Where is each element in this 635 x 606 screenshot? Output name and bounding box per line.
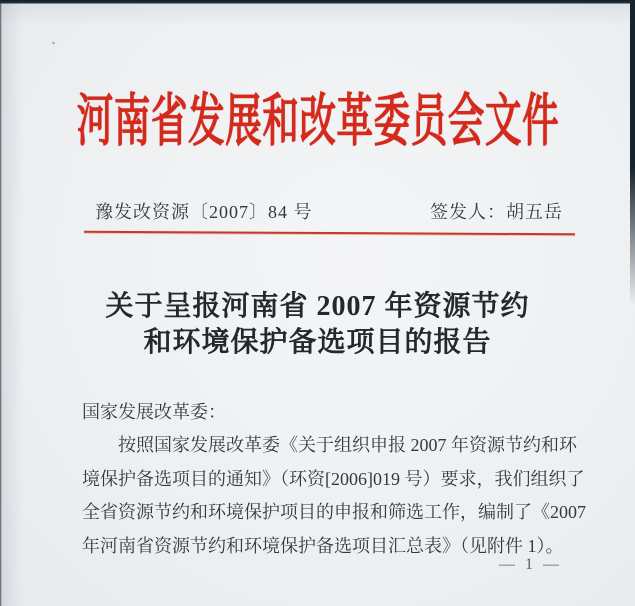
issuer bbox=[430, 198, 563, 224]
document-title-line-1: 关于呈报河南省 2007 年资源节约 bbox=[105, 291, 530, 322]
issuer-name: 胡五岳 bbox=[506, 202, 563, 222]
body-line: 年河南省资源节约和环境保护备选项目汇总表》（见附件 1）。 bbox=[82, 535, 564, 556]
body-line: 按照国家发展改革委《关于组织申报 2007 年资源节约和环 bbox=[118, 435, 577, 456]
reference-row bbox=[95, 198, 563, 224]
body-line: 全省资源节约和环境保护项目的申报和筛选工作，编制了《2007 bbox=[82, 502, 586, 523]
document-number: 豫发改资源〔2007〕84 号 bbox=[95, 202, 313, 222]
letterhead-org-title bbox=[0, 88, 635, 155]
document-title-line-2: 和环境保护备选项目的报告 bbox=[143, 326, 492, 358]
red-separator-line bbox=[84, 231, 575, 236]
document-title bbox=[0, 289, 635, 360]
document-body bbox=[82, 396, 586, 563]
letterhead-org-title-text: 河南省发展和改革委员会文件 bbox=[76, 90, 559, 153]
scan-speck bbox=[52, 41, 56, 44]
body-line: 境保护备选项目的通知》（环资[2006]019 号）要求，我们组织了 bbox=[82, 468, 585, 489]
issuer-label: 签发人： bbox=[430, 202, 506, 222]
scan-edge-top bbox=[0, 0, 635, 4]
page-number: — 1 — bbox=[499, 556, 562, 573]
salutation: 国家发展改革委： bbox=[82, 402, 226, 422]
